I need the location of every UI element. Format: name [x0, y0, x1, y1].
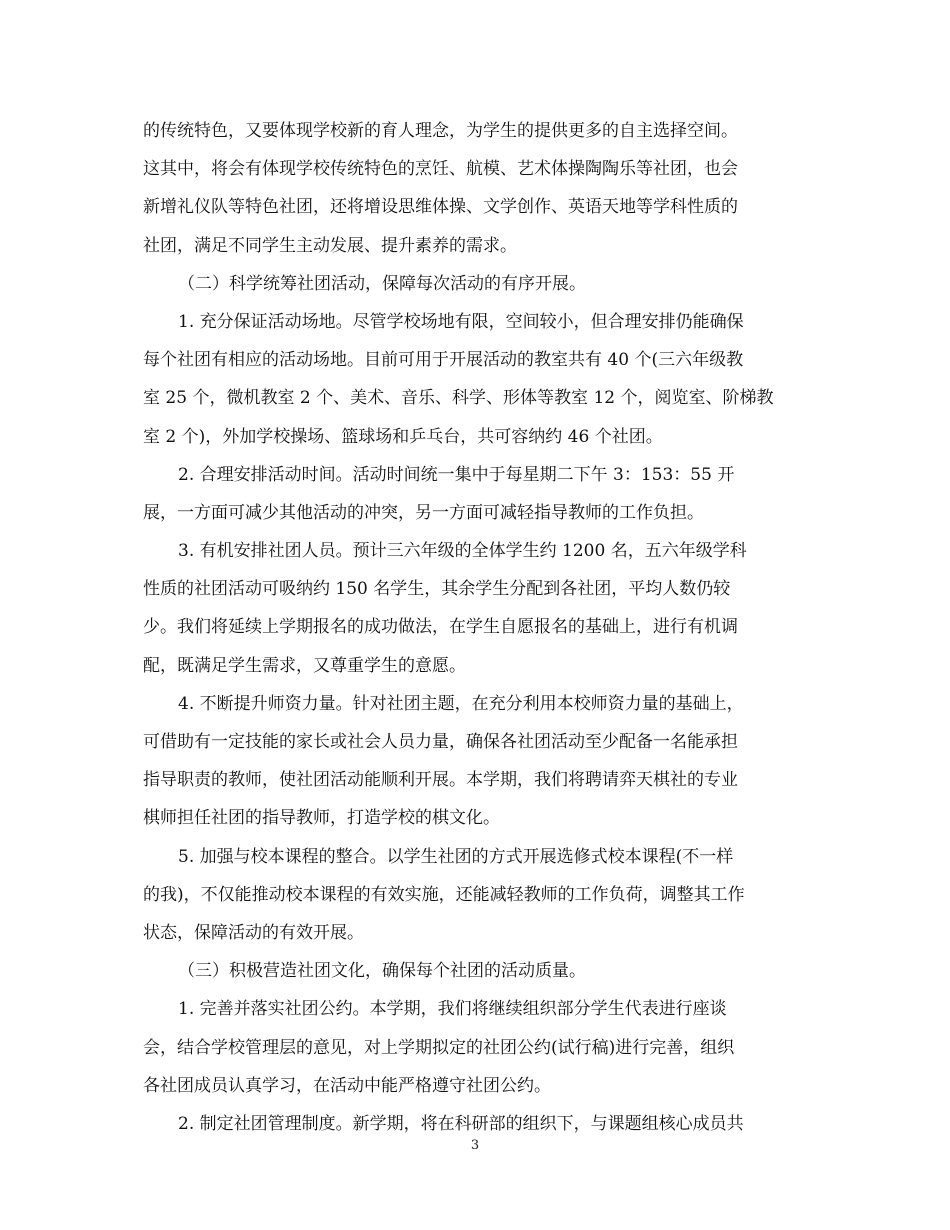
page-number: 3 [470, 1138, 480, 1153]
text-line: 的我)，不仅能推动校本课程的有效实施，还能减轻教师的工作负荷，调整其工作 [143, 884, 745, 905]
text-line: 室 2 个)，外加学校操场、篮球场和乒乓台，共可容纳约 46 个社团。 [143, 426, 663, 447]
text-line: 1. 完善并落实社团公约。本学期，我们将继续组织部分学生代表进行座谈 [178, 999, 727, 1020]
text-line: 各社团成员认真学习，在活动中能严格遵守社团公约。 [143, 1075, 551, 1096]
text-line: 指导职责的教师，使社团活动能顺利开展。本学期，我们将聘请弈天棋社的专业 [143, 770, 738, 791]
text-line: 这其中，将会有体现学校传统特色的烹饪、航模、艺术体操陶陶乐等社团，也会 [143, 159, 738, 180]
section-heading: （三）积极营造社团文化，确保每个社团的活动质量。 [178, 961, 586, 982]
text-line: 2. 合理安排活动时间。活动时间统一集中于每星期二下午 3：153：55 开 [178, 464, 735, 485]
text-line: 可借助有一定技能的家长或社会人员力量，确保各社团活动至少配备一名能承担 [143, 732, 738, 752]
text-line: 社团，满足不同学生主动发展、提升素养的需求。 [143, 235, 517, 256]
text-line: 状态，保障活动的有效开展。 [143, 922, 364, 943]
text-line: 每个社团有相应的活动场地。目前可用于开展活动的教室共有 40 个(三六年级教 [143, 350, 744, 371]
text-line: 新增礼仪队等特色社团，还将增设思维体操、文学创作、英语天地等学科性质的 [143, 197, 738, 218]
text-line: 3. 有机安排社团人员。预计三六年级的全体学生约 1200 名，五六年级学科 [178, 541, 747, 562]
text-line: 展，一方面可减少其他活动的冲突，另一方面可减轻指导教师的工作负担。 [143, 502, 704, 523]
text-line: 室 25 个，微机教室 2 个、美术、音乐、科学、形体等教室 12 个，阅览室、阶梯教 [143, 388, 774, 409]
text-line: 5. 加强与校本课程的整合。以学生社团的方式开展选修式校本课程(不一样 [178, 846, 734, 867]
text-line: 性质的社团活动可吸纳约 150 名学生，其余学生分配到各社团，平均人数仍较 [143, 579, 731, 600]
text-line: 4. 不断提升师资力量。针对社团主题，在充分利用本校师资力量的基础上， [178, 693, 744, 714]
text-line: 的传统特色，又要体现学校新的育人理念，为学生的提供更多的自主选择空间。 [143, 121, 738, 141]
text-line: 1. 充分保证活动场地。尽管学校场地有限，空间较小，但合理安排仍能确保 [178, 311, 744, 332]
document-body [143, 112, 807, 1143]
text-line: 2. 制定社团管理制度。新学期，将在科研部的组织下，与课题组核心成员共 [178, 1113, 744, 1134]
text-line: 配，既满足学生需求，又尊重学生的意愿。 [143, 655, 466, 676]
section-heading: （二）科学统筹社团活动，保障每次活动的有序开展。 [178, 273, 586, 294]
text-line: 少。我们将延续上学期报名的成功做法，在学生自愿报名的基础上，进行有机调 [143, 617, 738, 638]
text-line: 棋师担任社团的指导教师，打造学校的棋文化。 [143, 808, 500, 829]
text-line: 会，结合学校管理层的意见，对上学期拟定的社团公约(试行稿)进行完善，组织 [143, 1037, 735, 1058]
